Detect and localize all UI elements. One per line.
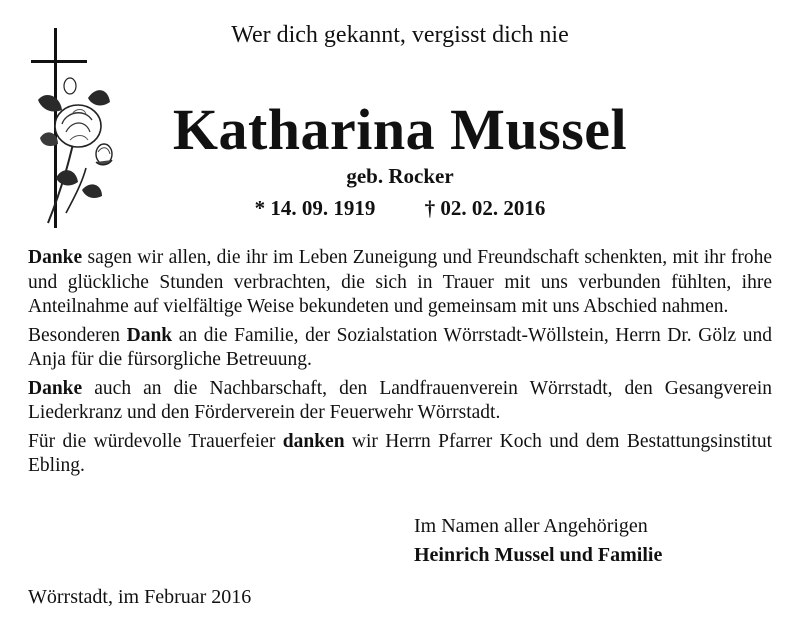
paragraph-pre: Für die würdevolle Trauerfeier [28,430,283,452]
paragraph-lead: Danke [28,377,83,399]
paragraph-post: wir Herrn Pfarrer Koch und dem Bestattungsinstitut Ebling. [28,430,772,476]
place-and-date: Wörrstadt, im Februar 2016 [28,586,252,608]
paragraph-special-thanks [28,324,772,373]
birth-date: * 14. 09. 1919 [254,196,376,220]
paragraph-bold: Dank [126,324,173,346]
signature-family: Heinrich Mussel und Familie [414,544,663,566]
deceased-name: Katharina Mussel [172,97,628,162]
paragraph-text: auch an die Nachbarschaft, den Landfrauenverein Wörrstadt, den Gesangverein Liederkranz und den Förderverein der Feuerwehr Wörrstadt. [28,377,772,423]
paragraph-bold: danken [282,430,345,452]
death-date: † 02. 02. 2016 [424,196,546,220]
signature-line: Im Namen aller Angehörigen [414,515,648,537]
maiden-name: geb. Rocker [346,164,454,188]
paragraph-lead: Danke [28,247,83,268]
paragraph-text: sagen wir allen, die ihr im Leben Zuneigung und Freundschaft schenkten, mit ihr frohe und glückliche Stunden verbrachten, die sich in Trauer mit uns verbunden fühlten, ihre Anteilnahme auf vielfältige Weise bekundeten und gemeinsam mit uns Abschied nahmen. [28,247,772,317]
paragraph-post: an die Familie, der Sozialstation Wörrstadt-Wöllstein, Herrn Dr. Gölz und Anja für die fürsorgliche Betreuung. [28,324,772,370]
paragraph-thanks-neighbours [28,377,772,426]
motto: Wer dich gekannt, vergisst dich nie [231,22,569,48]
life-dates [0,196,800,221]
signature-block [414,512,662,570]
paragraph-thanks-all [28,246,772,320]
paragraph-pre: Besonderen [28,324,127,346]
thanks-text [28,246,772,483]
paragraph-funeral-thanks [28,430,772,479]
